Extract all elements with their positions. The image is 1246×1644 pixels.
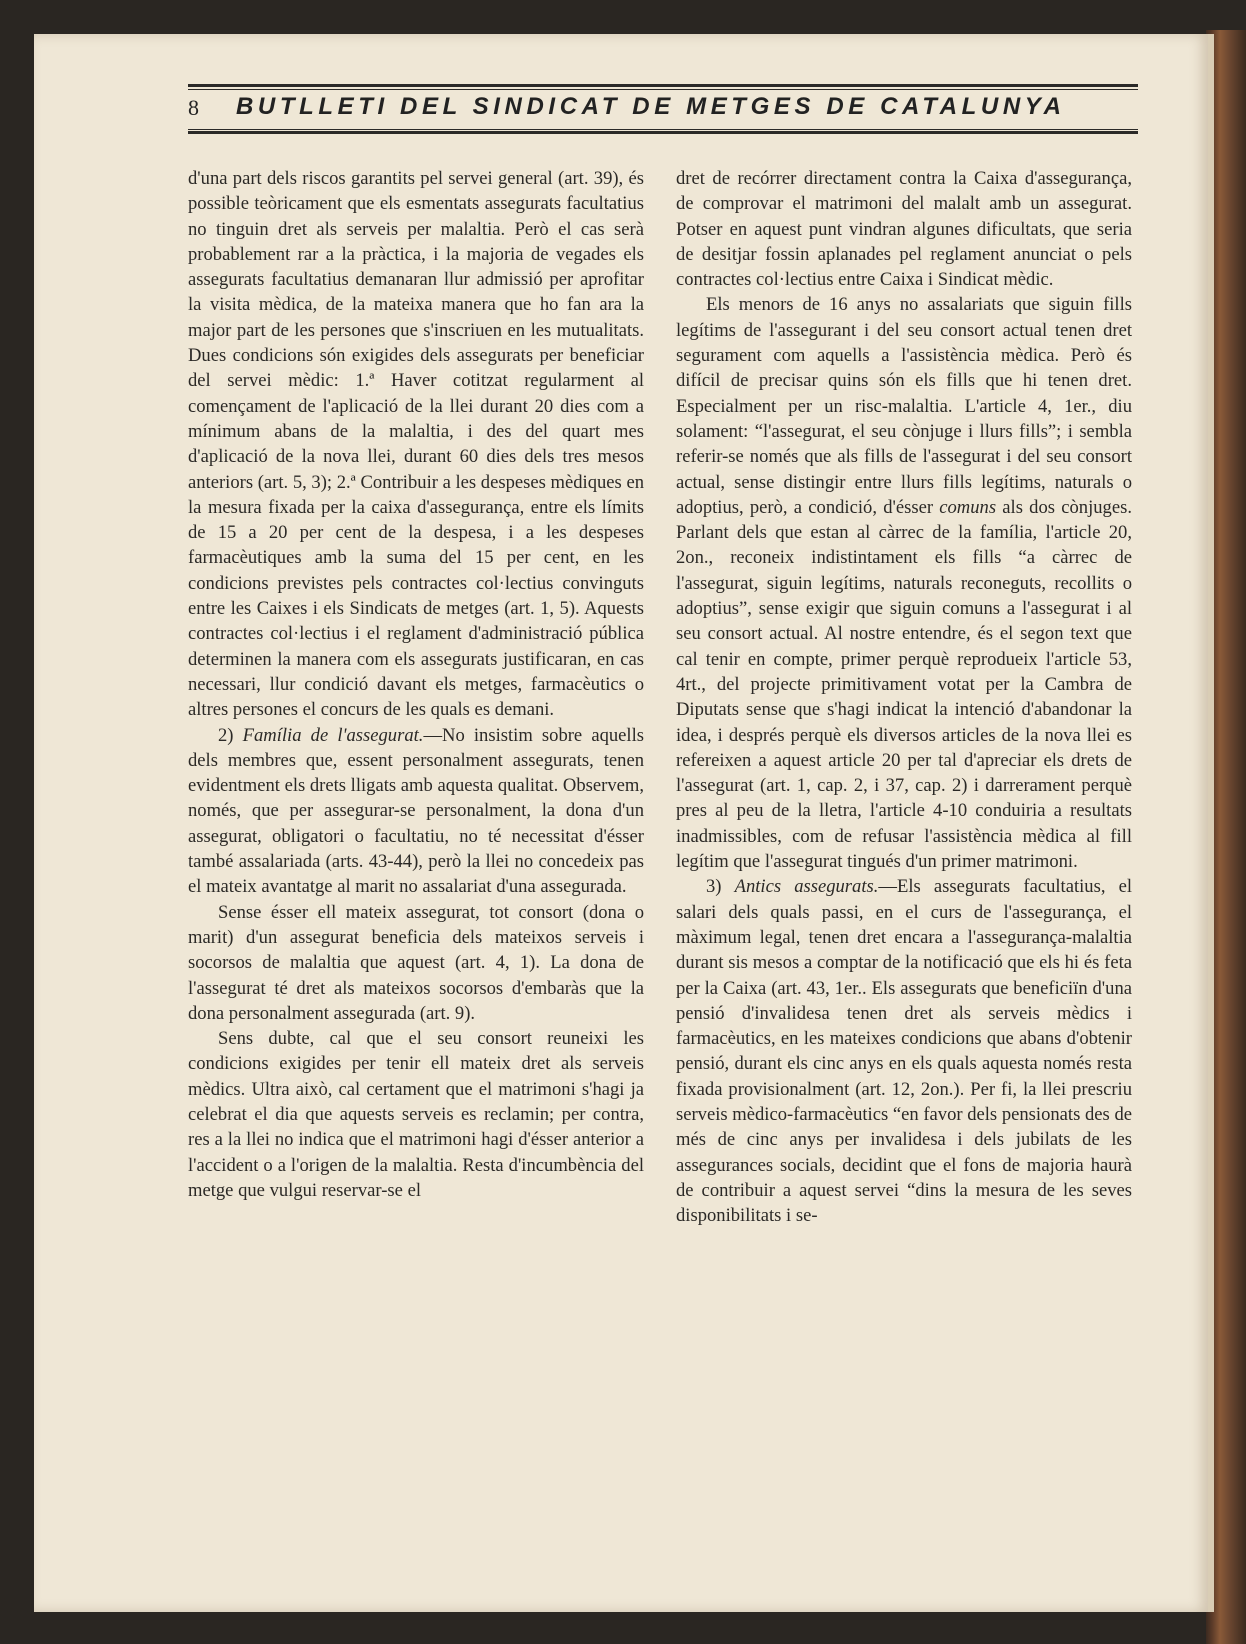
section-heading: Família de l'assegurat.: [242, 724, 424, 746]
header-rule-top-thin: [188, 89, 1138, 90]
left-column: [188, 166, 644, 1203]
running-header: [188, 84, 1138, 136]
page-number: 8: [188, 95, 199, 120]
emphasis: comuns: [939, 496, 997, 518]
paragraph: Sense ésser ell mateix assegurat, tot consort (dona o marit) d'un assegurat beneficia dels mateixos serveis i socorsos de malaltia que aquest (art. 4, 1). La dona de l'assegurat té dret als mateixos socorsos d'embaràs que la dona personalment assegurada (art. 9).: [188, 901, 644, 1024]
paragraph: 3) Antics assegurats.—Els assegurats facultatius, el salari dels quals passi, en el curs de l'assegurança, el màximum legal, tenen dret encara a l'assegurança-malaltia durant sis mesos a comptar de la notificació que els hi és feta per la Caixa (art. 43, 1er.. Els assegurats que beneficiïn d'una pensió d'invalidesa tenen dret als serveis mèdics i farmacèutics, en les mateixes condicions que abans d'obtenir pensió, durant els cinc anys en els quals aquesta només resta fixada provisionalment (art. 12, 2on.). Per fi, la llei prescriu serveis mèdico-farmacèutics “en favor dels pensionats des de més de cinc anys per invalidesa i dels jubilats de les assegurances socials, decidint que el fons de majoria haurà de contribuir a aquest servei “dins la mesura de les seves disponibilitats i se-: [676, 876, 1132, 1227]
header-rule-bottom-thin: [188, 129, 1138, 130]
paragraph: d'una part dels riscos garantits pel servei general (art. 39), és possible teòricament que els esmentats assegurats facultatius no tinguin dret als serveis per malaltia. Però el cas serà probablement rar a la pràctica, i la majoria de vegades els assegurats facultatius demanaran llur admissió per aprofitar la visita mèdica, de la mateixa manera que ho fan ara la major part de les persones que s'inscriuen en les mutualitats. Dues condicions són exigides dels assegurats per beneficiar del servei mèdic: 1.ª Haver cotitzat regularment al començament de l'aplicació de la llei durant 20 dies com a mínimum abans de la malaltia, i des del quart mes d'aplicació de la nova llei, durant 60 dies dels tres mesos anteriors (art. 5, 3); 2.ª Contribuir a les despeses mèdiques en la mesura fixada per la caixa d'assegurança, entre els límits de 15 a 20 per cent de la despesa, i a les despeses farmacèutiques amb la suma del 15 per cent, en les condicions previstes pels contractes col·lectius convinguts entre les Caixes i els Sindicats de metges (art. 1, 5). Aquests contractes col·lectius i el reglament d'administració pública determinen la manera com els assegurats justificaran, en cas necessari, llur condició davant els metges, farmacèutics o altres persones el concurs de les quals es demani.: [188, 168, 644, 721]
page-edge: [1208, 34, 1214, 1612]
paragraph: Sens dubte, cal que el seu consort reuneixi les condicions exigides per tenir ell mateix dret als serveis mèdics. Ultra això, cal certament que el matrimoni s'hagi ja celebrat el dia que aquests serveis es reclamin; per contra, res a la llei no indica que el matrimoni hagi d'ésser anterior a l'accident o a l'origen de la malaltia. Resta d'incumbència del metge que vulgui reservar-se el: [188, 1028, 644, 1201]
header-rule-top: [188, 84, 1138, 87]
right-column: [676, 166, 1132, 1228]
paragraph: Els menors de 16 anys no assalariats que siguin fills legítims de l'assegurant i del seu consort actual tenen dret segurament com aquells a l'assistència mèdica. Però és difícil de precisar quins són els fills que hi tenen dret. Especialment per un risc-malaltia. L'article 4, 1er., diu solament: “l'assegurat, el seu cònjuge i llurs fills”; i sembla referir-se només que als fills de l'assegurat i del seu consort actual, sense distingir entre llurs fills legítims, naturals o adoptius, però, a condició, d'ésser comuns als dos cònjuges. Parlant dels que estan al càrrec de la família, l'article 20, 2on., reconeix indistintament els fills “a càrrec de l'assegurat, siguin legítims, naturals reconeguts, recollits o adoptius”, sense exigir que siguin comuns a l'assegurat i al seu consort actual. Al nostre entendre, és el segon text que cal tenir en compte, primer perquè reprodueix l'article 53, 4rt., del projecte primitivament votat per la Cambra de Diputats sense que s'hagi indicat la intenció d'abandonar la idea, i després perquè els diversos articles de la nova llei es refereixen a aquest article 20 per tal d'apreciar els drets de l'assegurat (art. 1, cap. 2, i 37, cap. 2) i darrerament perquè pres al peu de la lletra, l'article 4-10 conduiria a resultats inadmissibles, com de refusar l'assistència mèdica al fill legítim que l'assegurat tingués d'un primer matrimoni.: [676, 294, 1132, 873]
header-rule-bottom: [188, 131, 1138, 134]
paragraph: dret de recórrer directament contra la Caixa d'assegurança, de comprovar el matrimoni del malalt amb un assegurat. Potser en aquest punt vindran algunes dificultats, que seria de desitjar fossin aplanades pel reglament anunciat o pels contractes col·lectius entre Caixa i Sindicat mèdic.: [676, 168, 1132, 291]
running-title: BUTLLETI DEL SINDICAT DE METGES DE CATALUNYA: [236, 93, 1066, 120]
section-heading: Antics assegurats.: [734, 876, 879, 898]
paragraph: 2) Família de l'assegurat.—No insistim sobre aquells dels membres que, essent personalment assegurats, tenen evidentment els drets lligats amb aquesta qualitat. Observem, només, que per assegurar-se personalment, la dona d'un assegurat, obligatori o facultatiu, no té necessitat d'ésser també assalariada (arts. 43-44), però la llei no concedeix pas el mateix avantatge al marit no assalariat d'una assegurada.: [188, 724, 644, 898]
